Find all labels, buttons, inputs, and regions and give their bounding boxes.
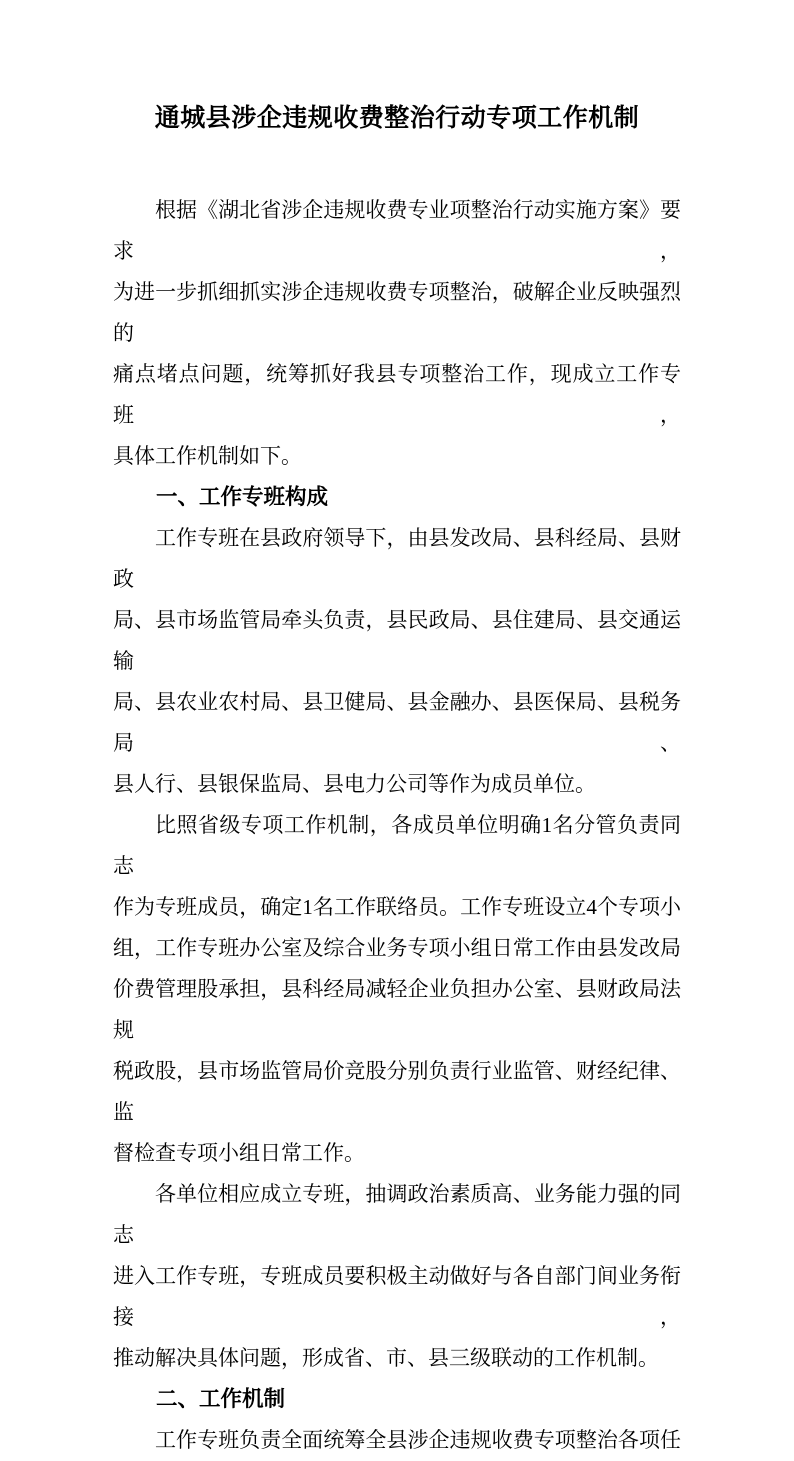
text-line: 督检查专项小组日常工作。: [113, 1141, 365, 1165]
document-content: [113, 96, 681, 1461]
document-title: 通城县涉企违规收费整治行动专项工作机制: [154, 104, 640, 132]
heading-text: 一、工作专班构成: [156, 485, 329, 509]
paragraph: [113, 1420, 681, 1461]
text-line: 工作专班负责全面统筹全县涉企违规收费专项整治各项任: [155, 1428, 681, 1452]
text-line: 为进一步抓细抓实涉企违规收费专项整治，破解企业反映强烈的: [113, 280, 681, 345]
text-line: 作为专班成员，确定1名工作联络员。工作专班设立4个专项小: [113, 895, 681, 919]
section-heading: [113, 477, 681, 518]
text-line: 根据《湖北省涉企违规收费专业项整治行动实施方案》要求，: [113, 198, 681, 263]
text-line: 痛点堵点问题，统筹抓好我县专项整治工作，现成立工作专班，: [113, 362, 681, 427]
text-line: 组，工作专班办公室及综合业务专项小组日常工作由县发改局: [113, 936, 681, 960]
text-line: 进入工作专班，专班成员要积极主动做好与各自部门间业务衔接，: [113, 1264, 681, 1329]
text-line: 推动解决具体问题，形成省、市、县三级联动的工作机制。: [113, 1346, 659, 1370]
text-line: 各单位相应成立专班，抽调政治素质高、业务能力强的同志: [113, 1182, 681, 1247]
paragraph: [113, 1174, 681, 1379]
text-line: 比照省级专项工作机制，各成员单位明确1名分管负责同志: [113, 813, 681, 878]
text-line: 局、县市场监管局牵头负责，县民政局、县住建局、县交通运输: [113, 608, 681, 673]
text-line: 工作专班在县政府领导下，由县发改局、县科经局、县财政: [113, 526, 681, 591]
heading-text: 二、工作机制: [156, 1387, 286, 1411]
text-line: 县人行、县银保监局、县电力公司等作为成员单位。: [113, 772, 596, 796]
paragraph: [113, 518, 681, 805]
text-line: 局、县农业农村局、县卫健局、县金融办、县医保局、县税务局、: [113, 690, 681, 755]
text-line: 税政股，县市场监管局价竞股分别负责行业监管、财经纪律、监: [113, 1059, 681, 1124]
section-heading: [113, 1379, 681, 1420]
text-line: 具体工作机制如下。: [113, 444, 302, 468]
paragraph: [113, 190, 681, 477]
paragraph: [113, 805, 681, 1174]
text-line: 价费管理股承担，县科经局减轻企业负担办公室、县财政局法规: [113, 977, 681, 1042]
